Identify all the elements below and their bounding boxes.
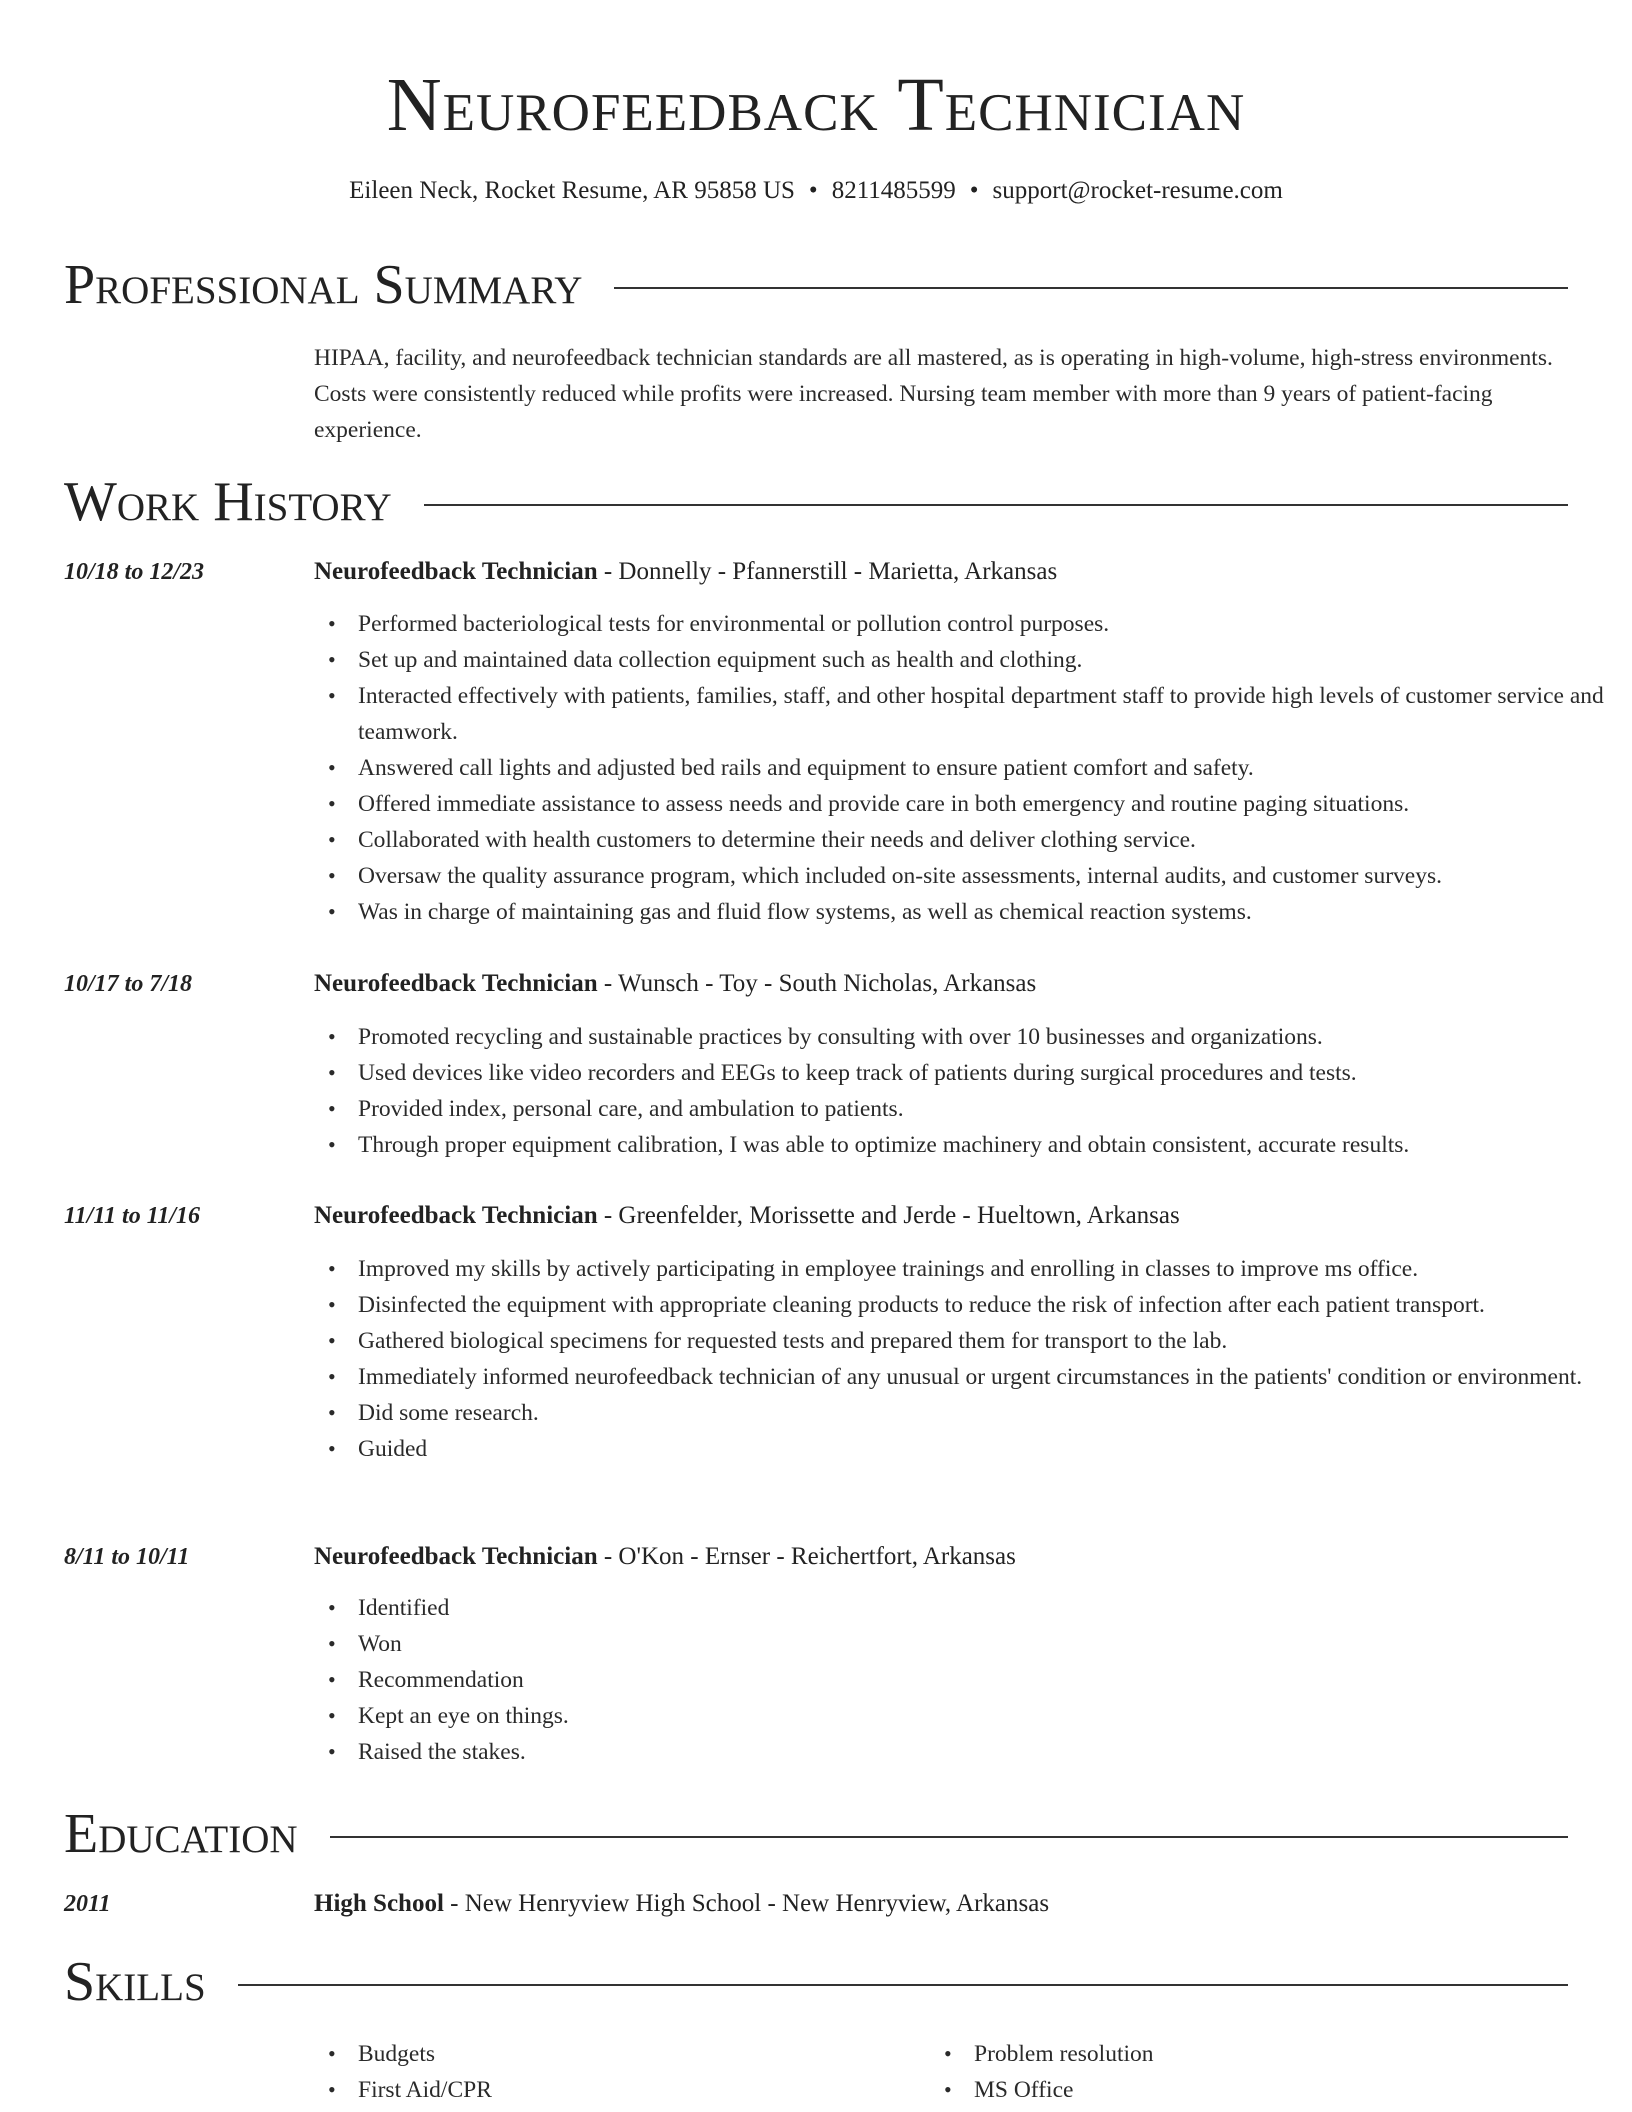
list-item: • Immediately informed neurofeedback technician of any unusual or urgent circumstances in the patients' condition or environment. bbox=[358, 1359, 1612, 1395]
list-item: • Guided bbox=[358, 1431, 1612, 1467]
section-divider bbox=[424, 504, 1568, 506]
summary-section-title: Professional Summary bbox=[64, 254, 583, 316]
job-bullets bbox=[314, 606, 1612, 930]
contact-separator: • bbox=[808, 177, 818, 204]
list-item: • Raised the stakes. bbox=[358, 1734, 1612, 1770]
job-title: Neurofeedback Technician bbox=[314, 1202, 598, 1229]
job-details: - Wunsch - Toy - South Nicholas, Arkansas bbox=[597, 970, 1037, 997]
contact-email: support@rocket-resume.com bbox=[992, 177, 1283, 204]
job-bullets bbox=[314, 1590, 1612, 1770]
summary-text: HIPAA, facility, and neurofeedback technician standards are all mastered, as is operating in high-volume, high-stress environments. Costs were consistently reduced while profits were increased. Nursing team member with more than 9 years of patient-facing experience. bbox=[314, 345, 1553, 443]
list-item: • Was in charge of maintaining gas and fluid flow systems, as well as chemical reaction systems. bbox=[358, 894, 1612, 930]
section-divider bbox=[238, 1984, 1568, 1986]
list-item: • Collaborated with health customers to determine their needs and deliver clothing service. bbox=[358, 822, 1612, 858]
job-title: Neurofeedback Technician bbox=[314, 1543, 598, 1570]
list-item: • Disinfected the equipment with appropriate cleaning products to reduce the risk of infection after each patient transport. bbox=[358, 1287, 1612, 1323]
job-bullets bbox=[314, 1019, 1612, 1163]
job-details: - O'Kon - Ernser - Reichertfort, Arkansas bbox=[597, 1543, 1016, 1570]
education-section-header bbox=[64, 1800, 1568, 1868]
education-heading bbox=[314, 1888, 1049, 1920]
section-divider bbox=[330, 1836, 1568, 1838]
skills-list-right bbox=[930, 2036, 1632, 2108]
list-item: • Oversaw the quality assurance program, which included on-site assessments, internal audits, and customer surveys. bbox=[358, 858, 1612, 894]
job-heading bbox=[314, 968, 1036, 1000]
list-item: • Identified bbox=[358, 1590, 1612, 1626]
job-date: 10/18 to 12/23 bbox=[64, 559, 205, 585]
list-item: • Recommendation bbox=[358, 1662, 1612, 1698]
skill-item: • Problem resolution bbox=[974, 2036, 1632, 2072]
job-title: Neurofeedback Technician bbox=[314, 558, 598, 585]
job-date: 10/17 to 7/18 bbox=[64, 971, 193, 997]
work-section-title: Work History bbox=[64, 471, 392, 533]
job-bullets bbox=[314, 1251, 1612, 1467]
skill-item: • Budgets bbox=[358, 2036, 1612, 2072]
education-details: - New Henryview High School - New Henryview, Arkansas bbox=[443, 1890, 1050, 1917]
education-section-title: Education bbox=[64, 1803, 298, 1865]
skill-item: • First Aid/CPR bbox=[358, 2072, 1612, 2108]
job-details: - Donnelly - Pfannerstill - Marietta, Arkansas bbox=[597, 558, 1058, 585]
job-title: Neurofeedback Technician bbox=[314, 970, 598, 997]
job-date: 8/11 to 10/11 bbox=[64, 1544, 190, 1570]
job-heading bbox=[314, 1541, 1016, 1573]
list-item: • Offered immediate assistance to assess needs and provide care in both emergency and routine paging situations. bbox=[358, 786, 1612, 822]
list-item: • Set up and maintained data collection equipment such as health and clothing. bbox=[358, 642, 1612, 678]
list-item: • Performed bacteriological tests for environmental or pollution control purposes. bbox=[358, 606, 1612, 642]
job-heading bbox=[314, 1200, 1180, 1232]
list-item: • Kept an eye on things. bbox=[358, 1698, 1612, 1734]
work-section-header bbox=[64, 468, 1568, 536]
list-item: • Answered call lights and adjusted bed rails and equipment to ensure patient comfort and safety. bbox=[358, 750, 1612, 786]
resume-name-title: Neurofeedback Technician bbox=[386, 63, 1246, 147]
contact-phone: 8211485599 bbox=[831, 177, 956, 204]
contact-separator: • bbox=[969, 177, 979, 204]
contact-line bbox=[0, 174, 1632, 208]
list-item: • Did some research. bbox=[358, 1395, 1612, 1431]
contact-address: Eileen Neck, Rocket Resume, AR 95858 US bbox=[349, 177, 795, 204]
list-item: • Provided index, personal care, and ambulation to patients. bbox=[358, 1091, 1612, 1127]
list-item: • Improved my skills by actively participating in employee trainings and enrolling in classes to improve ms office. bbox=[358, 1251, 1612, 1287]
skill-item: • MS Office bbox=[974, 2072, 1632, 2108]
skills-section-title: Skills bbox=[64, 1951, 206, 2013]
list-item: • Through proper equipment calibration, I was able to optimize machinery and obtain consistent, accurate results. bbox=[358, 1127, 1612, 1163]
job-date: 11/11 to 11/16 bbox=[64, 1203, 201, 1229]
section-divider bbox=[614, 287, 1568, 289]
list-item: • Used devices like video recorders and EEGs to keep track of patients during surgical procedures and tests. bbox=[358, 1055, 1612, 1091]
skills-section-header bbox=[64, 1948, 1568, 2016]
list-item: • Gathered biological specimens for requested tests and prepared them for transport to the lab. bbox=[358, 1323, 1612, 1359]
summary-section-header bbox=[64, 251, 1568, 319]
education-date: 2011 bbox=[64, 1891, 111, 1917]
education-degree: High School bbox=[314, 1890, 444, 1917]
job-heading bbox=[314, 556, 1057, 588]
list-item: • Promoted recycling and sustainable practices by consulting with over 10 businesses and organizations. bbox=[358, 1019, 1612, 1055]
list-item: • Interacted effectively with patients, families, staff, and other hospital department staff to provide high levels of customer service and teamwork. bbox=[358, 678, 1612, 750]
list-item: • Won bbox=[358, 1626, 1612, 1662]
job-details: - Greenfelder, Morissette and Jerde - Hueltown, Arkansas bbox=[597, 1202, 1180, 1229]
